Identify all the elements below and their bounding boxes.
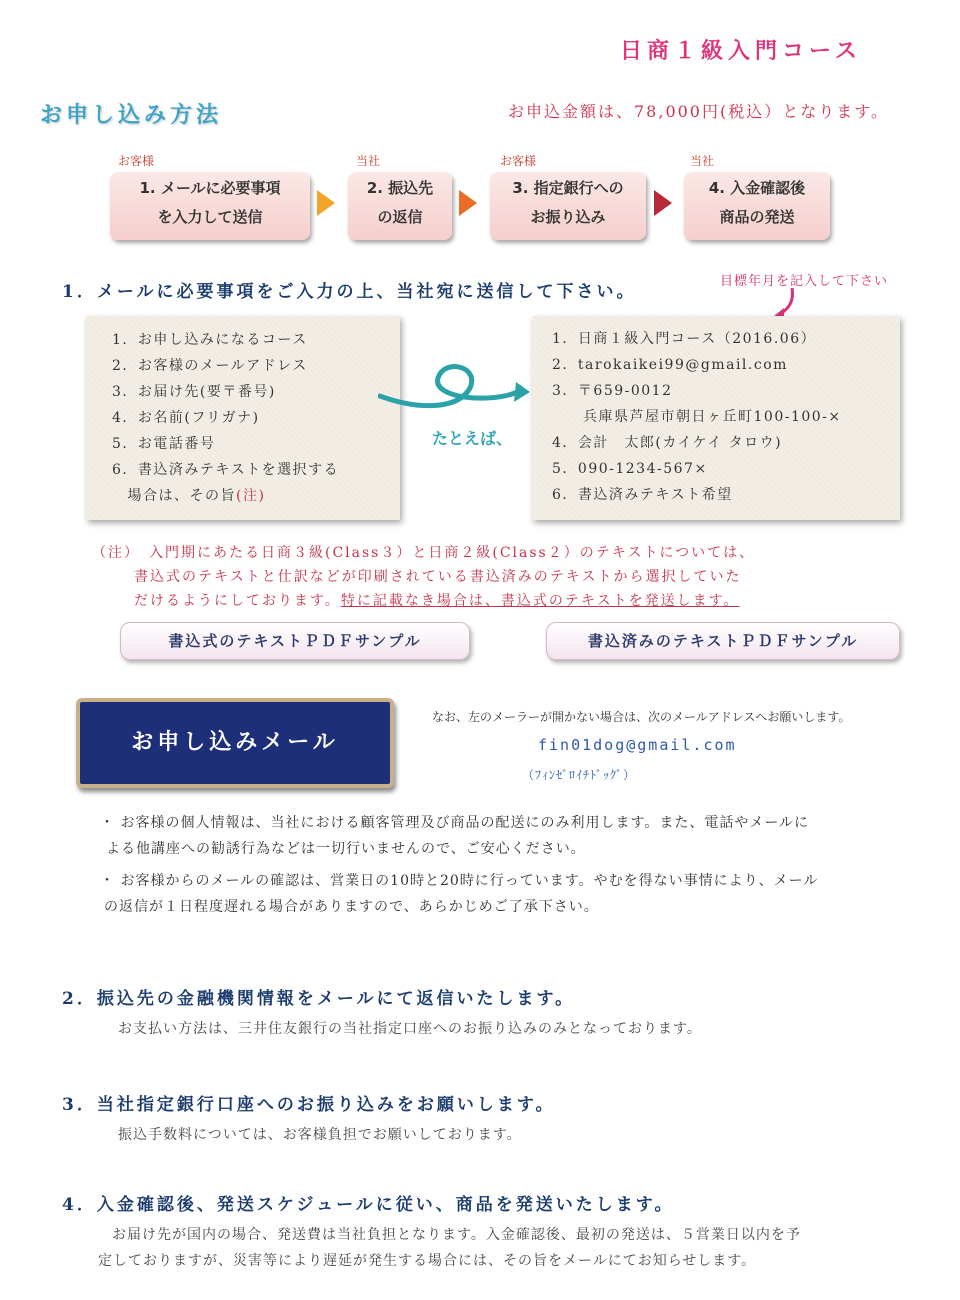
step-2-line-1: 2. 振込先 xyxy=(366,179,434,197)
list-item: 3．お届け先(要〒番号) xyxy=(112,384,276,400)
step-1-box xyxy=(110,172,310,240)
list-item: 4．お名前(フリガナ) xyxy=(112,410,260,426)
example-label: たとえば、 xyxy=(432,429,513,448)
reply-time-bullet-line-1: ・ お客様からのメールの確認は、営業日の10時と20時に行っています。やむを得ない事情により、メール xyxy=(100,873,819,889)
step-4-line-1: 4. 入金確認後 xyxy=(708,179,806,197)
step-2-actor: 当社 xyxy=(356,154,381,168)
section-4-heading: 4．入金確認後、発送スケジュールに従い、商品を発送いたします。 xyxy=(62,1195,675,1215)
step-1-line-2: を入力して送信 xyxy=(157,208,263,226)
step-4-actor: 当社 xyxy=(690,154,715,168)
section-2-heading: 2．振込先の金融機関情報をメールにて返信いたします。 xyxy=(62,989,576,1009)
alt-email-link[interactable]: fin01dog@gmail.com xyxy=(538,736,737,754)
step-2-line-2: の返信 xyxy=(377,208,423,226)
section-3-text: 振込手数料については、お客様負担でお願いしております。 xyxy=(118,1127,522,1143)
step-2-box xyxy=(348,172,452,240)
list-item: 2．tarokaikei99@gmail.com xyxy=(552,357,788,373)
list-item: 6．書込済みテキスト希望 xyxy=(552,487,733,503)
list-item: 5．お電話番号 xyxy=(112,436,216,452)
list-item: 6．書込済みテキストを選択する xyxy=(112,462,340,478)
privacy-bullet xyxy=(100,810,809,862)
step-4-box xyxy=(684,172,830,240)
arrow-right-icon xyxy=(317,190,335,216)
step-3-line-2: お振り込み xyxy=(530,208,606,226)
swirl-arrow-icon xyxy=(378,352,538,422)
list-item: 1．日商１級入門コース（2016.06） xyxy=(552,331,817,347)
list-item: 5．090-1234-567× xyxy=(552,461,708,477)
privacy-bullet-line-1: ・ お客様の個人情報は、当社における顧客管理及び商品の配送にのみ利用します。また、電話やメールに xyxy=(100,815,810,831)
reply-time-bullet xyxy=(100,868,818,920)
note-line-2: 書込式のテキストと仕訳などが印刷されている書込済みのテキストから選択していた xyxy=(134,569,742,585)
step-3-actor: お客様 xyxy=(500,154,537,168)
apply-mail-button[interactable]: お申し込みメール xyxy=(76,698,394,788)
section-4-text-line-2: 定しておりますが、災害等により遅延が発生する場合には、その旨をメールにてお知らせします。 xyxy=(98,1253,757,1269)
note-mark: (注) xyxy=(236,488,266,504)
section-3-heading: 3．当社指定銀行口座へのお振り込みをお願いします。 xyxy=(62,1095,556,1115)
step-3-line-1: 3. 指定銀行への xyxy=(512,179,624,197)
required-items-card xyxy=(86,316,400,520)
target-month-hint: 目標年月を記入して下さい xyxy=(720,274,889,289)
mailer-note: なお、左のメーラーが開かない場合は、次のメールアドレスへお願いします。 xyxy=(432,710,851,724)
step-4-line-2: 商品の発送 xyxy=(719,208,795,226)
example-items-list xyxy=(532,316,900,508)
list-item xyxy=(112,483,400,509)
page-title: 日商１級入門コース xyxy=(620,39,862,64)
list-item: 兵庫県芦屋市朝日ヶ丘町100-100-× xyxy=(552,409,842,425)
pdf-sample-blank-button[interactable]: 書込式のテキストＰＤＦサンプル xyxy=(120,622,470,660)
alt-email-reading: （ﾌｨﾝｾﾞﾛｲﾁﾄﾞｯｸﾞ） xyxy=(522,768,637,782)
required-items-list xyxy=(86,316,400,509)
arrow-right-icon xyxy=(654,190,672,216)
note-line-3-text: だけるようにしております。 xyxy=(134,593,341,609)
note-underlined: 特に記載なき場合は、書込式のテキストを発送します。 xyxy=(340,593,740,609)
section-1-heading: 1．メールに必要事項をご入力の上、当社宛に送信して下さい。 xyxy=(62,282,637,302)
step-1-line-1: 1. メールに必要事項 xyxy=(139,179,281,197)
note-line-1: （注） 入門期にあたる日商３級(Class３）と日商２級(Class２）のテキストについては、 xyxy=(92,545,756,561)
pdf-sample-filled-button[interactable]: 書込済みのテキストＰＤＦサンプル xyxy=(546,622,900,660)
apply-heading: お申し込み方法 xyxy=(40,103,223,128)
list-item-text: 場合は、その旨 xyxy=(112,488,236,504)
note-line-3 xyxy=(134,590,740,610)
list-item: 2．お客様のメールアドレス xyxy=(112,358,308,374)
list-item: 4．会計 太郎(カイケイ タロウ) xyxy=(552,435,783,451)
arrow-right-icon xyxy=(459,190,477,216)
step-1-actor: お客様 xyxy=(118,154,155,168)
list-item: 3．〒659-0012 xyxy=(552,383,673,399)
section-4-text-line-1: お届け先が国内の場合、発送費は当社負担となります。入金確認後、最初の発送は、５営業日以内を予 xyxy=(112,1227,801,1243)
step-3-box xyxy=(490,172,646,240)
price-note: お申込金額は、78,000円(税込）となります。 xyxy=(508,102,889,121)
list-item: 1．お申し込みになるコース xyxy=(112,332,308,348)
section-2-text: お支払い方法は、三井住友銀行の当社指定口座へのお振り込みのみとなっております。 xyxy=(118,1021,702,1037)
privacy-bullet-line-2: よる他講座への勧誘行為などは一切行いませんので、ご安心ください。 xyxy=(106,841,586,857)
example-card xyxy=(532,316,900,520)
reply-time-bullet-line-2: の返信が１日程度遅れる場合がありますので、あらかじめご了承下さい。 xyxy=(104,899,599,915)
